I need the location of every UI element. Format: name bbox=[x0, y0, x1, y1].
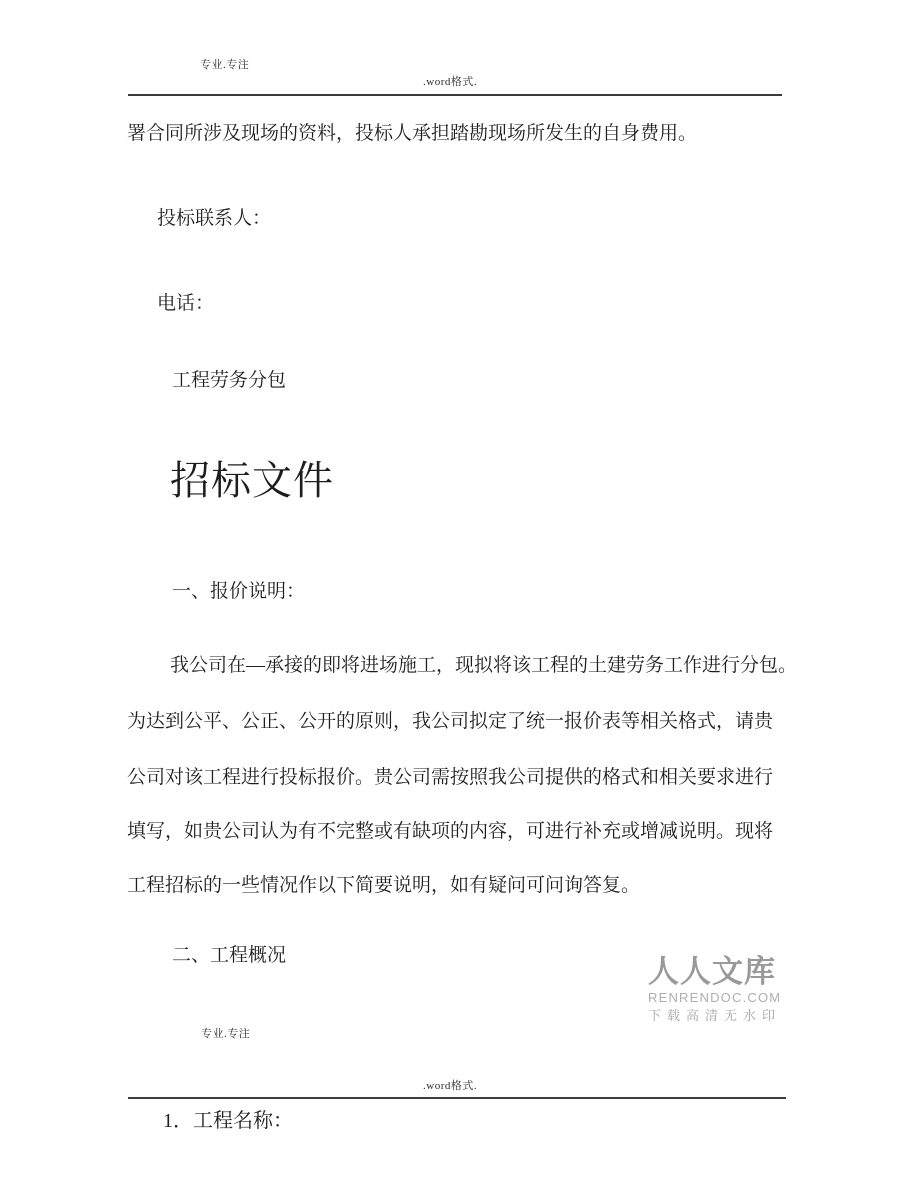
section-2-heading: 二、工程概况 bbox=[172, 945, 287, 966]
watermark-domain: RENRENDOC.COM bbox=[648, 990, 782, 1005]
paragraph-line: 工程招标的一些情况作以下简要说明，如有疑问可问询答复。 bbox=[127, 875, 641, 896]
footer-rule bbox=[128, 1097, 786, 1099]
footer-format-text: .word格式. bbox=[423, 1080, 478, 1092]
continuation-paragraph: 署合同所涉及现场的资料，投标人承担踏勘现场所发生的自身费用。 bbox=[127, 123, 698, 144]
paragraph-line: 填写，如贵公司认为有不完整或有缺项的内容，可进行补充或增减说明。现将 bbox=[127, 821, 774, 842]
bid-contact-label: 投标联系人： bbox=[157, 208, 272, 229]
phone-label: 电话： bbox=[157, 293, 215, 314]
paragraph-line: 为达到公平、公正、公开的原则，我公司拟定了统一报价表等相关格式，请贵 bbox=[127, 711, 774, 732]
section-1-heading: 一、报价说明： bbox=[172, 581, 306, 602]
watermark-tagline: 下载高清无水印 bbox=[648, 1008, 782, 1023]
footer-brand-text: 专业.专注 bbox=[201, 1028, 251, 1040]
watermark-brand: 人人文库 bbox=[648, 954, 776, 989]
paragraph-line: 我公司在—承接的即将进场施工，现拟将该工程的土建劳务工作进行分包。 bbox=[170, 655, 798, 676]
paragraph-line: 公司对该工程进行投标报价。贵公司需按照我公司提供的格式和相关要求进行 bbox=[127, 767, 774, 788]
header-rule bbox=[128, 94, 782, 96]
item-1-heading: 1．工程名称： bbox=[163, 1110, 293, 1132]
watermark bbox=[648, 956, 788, 1022]
document-title: 招标文件 bbox=[170, 458, 334, 503]
header-format-text: .word格式. bbox=[423, 76, 478, 88]
header-brand-text: 专业.专注 bbox=[200, 59, 250, 71]
project-subtitle: 工程劳务分包 bbox=[172, 370, 287, 391]
